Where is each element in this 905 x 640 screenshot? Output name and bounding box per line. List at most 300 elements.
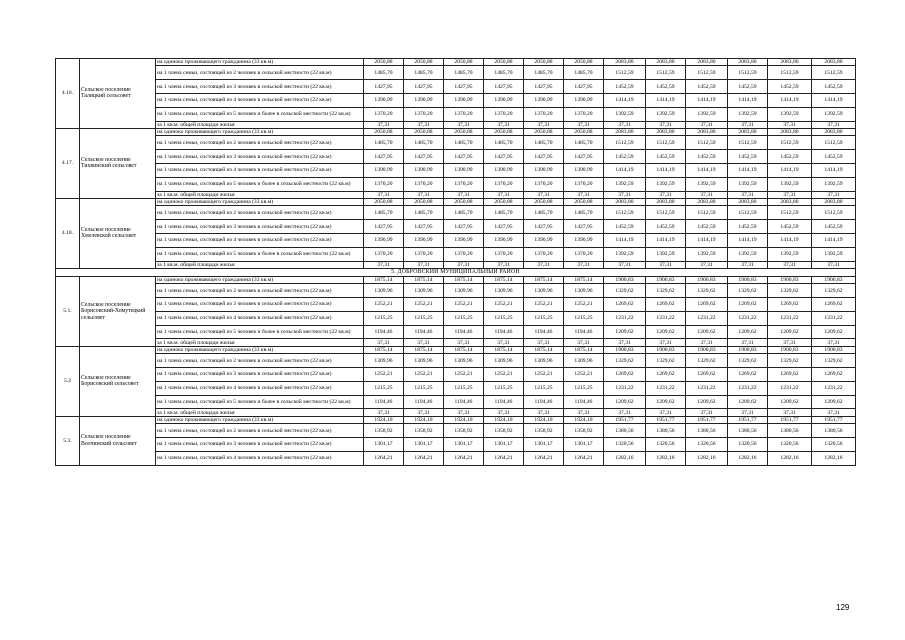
value-cell: 1215,25	[404, 311, 444, 325]
value-cell: 37,31	[564, 121, 604, 128]
value-cell: 1209,62	[728, 325, 768, 339]
value-cell: 1512,59	[604, 66, 646, 80]
value-cell: 1269,62	[686, 298, 728, 312]
value-cell: 2050,88	[484, 59, 524, 66]
value-cell: 1209,62	[686, 325, 728, 339]
value-cell: 1427,95	[404, 80, 444, 94]
value-cell: 1252,21	[564, 298, 604, 312]
value-cell: 1269,62	[604, 298, 646, 312]
value-cell: 1309,96	[484, 354, 524, 368]
value-cell: 1329,62	[768, 354, 812, 368]
value-cell: 1194,46	[404, 325, 444, 339]
value-cell: 37,31	[484, 409, 524, 416]
value-cell: 1209,62	[604, 395, 646, 409]
table-row	[56, 311, 856, 325]
value-cell: 37,31	[364, 261, 404, 268]
value-cell: 1370,20	[524, 247, 564, 261]
value-cell: 37,31	[646, 339, 686, 346]
tariff-table	[55, 58, 856, 466]
category-label: на одиноко проживающего гражданина (33 кв.м)	[156, 276, 364, 283]
value-cell: 1215,25	[404, 381, 444, 395]
value-cell: 1414,19	[646, 93, 686, 107]
value-cell: 1320,56	[686, 438, 728, 452]
value-cell: 37,31	[444, 409, 484, 416]
table-row	[56, 395, 856, 409]
value-cell: 1370,20	[484, 247, 524, 261]
category-label: на 1 члена семьи, состоящей из 2 человек в сельской местности (22 кв.м)	[156, 136, 364, 150]
value-cell: 1252,21	[484, 298, 524, 312]
value-cell: 2083,80	[728, 198, 768, 205]
value-cell: 1390,99	[524, 93, 564, 107]
value-cell: 1427,95	[364, 80, 404, 94]
table-row	[56, 93, 856, 107]
value-cell: 1485,70	[364, 66, 404, 80]
value-cell: 1209,62	[728, 395, 768, 409]
value-cell: 1924,10	[524, 416, 564, 423]
category-label: на одиноко проживающего гражданина (33 кв.м)	[156, 128, 364, 135]
value-cell: 1392,59	[768, 177, 812, 191]
value-cell: 1452,59	[686, 80, 728, 94]
value-cell: 1370,20	[524, 107, 564, 121]
value-cell: 1269,62	[646, 298, 686, 312]
value-cell: 1512,59	[768, 136, 812, 150]
value-cell: 1875,14	[444, 346, 484, 353]
category-label: на 1 члена семьи, состоящей из 2 человек в сельской местности (22 кв.м)	[156, 424, 364, 438]
value-cell: 1231,22	[728, 311, 768, 325]
value-cell: 2083,80	[728, 59, 768, 66]
value-cell: 1900,83	[604, 346, 646, 353]
table-row	[56, 136, 856, 150]
value-cell: 1392,59	[812, 177, 856, 191]
table-row	[56, 177, 856, 191]
value-cell: 1414,19	[812, 233, 856, 247]
value-cell: 1452,59	[728, 80, 768, 94]
value-cell: 1231,22	[646, 381, 686, 395]
value-cell: 37,31	[604, 339, 646, 346]
value-cell: 2050,88	[484, 198, 524, 205]
settlement-name: Сельское поселение Хмелевской сельсовет	[80, 198, 156, 268]
value-cell: 1209,62	[768, 395, 812, 409]
value-cell: 2050,88	[524, 128, 564, 135]
value-cell: 1309,96	[564, 284, 604, 298]
table-body	[56, 59, 856, 466]
value-cell: 1414,19	[768, 233, 812, 247]
value-cell: 1309,96	[404, 354, 444, 368]
value-cell: 1427,95	[564, 220, 604, 234]
value-cell: 1390,99	[484, 93, 524, 107]
category-label: на 1 члена семьи, состоящей из 2 человек в сельской местности (22 кв.м)	[156, 206, 364, 220]
value-cell: 1264,21	[404, 451, 444, 465]
value-cell: 1370,20	[404, 247, 444, 261]
category-label: на 1 члена семьи, состоящей из 4 человек в сельской местности (22 кв.м)	[156, 93, 364, 107]
value-cell: 1875,14	[444, 276, 484, 283]
value-cell: 1414,19	[604, 233, 646, 247]
value-cell: 1231,22	[646, 311, 686, 325]
value-cell: 1427,95	[484, 80, 524, 94]
value-cell: 37,31	[728, 409, 768, 416]
category-label: на 1 члена семьи, состоящей из 4 человек в сельской местности (22 кв.м)	[156, 451, 364, 465]
value-cell: 1370,20	[564, 247, 604, 261]
value-cell: 1452,59	[768, 150, 812, 164]
value-cell: 1194,46	[444, 395, 484, 409]
value-cell: 1875,14	[404, 346, 444, 353]
value-cell: 1231,22	[686, 381, 728, 395]
value-cell: 1427,95	[564, 80, 604, 94]
value-cell: 1392,59	[768, 107, 812, 121]
value-cell: 1924,10	[564, 416, 604, 423]
value-cell: 1414,19	[812, 93, 856, 107]
value-cell: 1370,20	[364, 177, 404, 191]
value-cell: 1875,14	[364, 276, 404, 283]
value-cell: 37,31	[604, 261, 646, 268]
table-row	[56, 298, 856, 312]
table-row	[56, 191, 856, 198]
value-cell: 1414,19	[768, 93, 812, 107]
value-cell: 1194,46	[364, 325, 404, 339]
value-cell: 1209,62	[812, 325, 856, 339]
value-cell: 1215,25	[484, 311, 524, 325]
value-cell: 1951,77	[728, 416, 768, 423]
category-label: на 1 члена семьи, состоящей из 4 человек в сельской местности (22 кв.м)	[156, 163, 364, 177]
category-label: за 1 кв.м. общей площади жилья	[156, 261, 364, 268]
value-cell: 1951,77	[686, 416, 728, 423]
category-label: на 1 члена семьи, состоящей из 2 человек в сельской местности (22 кв.м)	[156, 354, 364, 368]
category-label: на одиноко проживающего гражданина (33 кв.м)	[156, 346, 364, 353]
value-cell: 1392,59	[686, 247, 728, 261]
value-cell: 1392,59	[646, 107, 686, 121]
value-cell: 1320,56	[646, 438, 686, 452]
table-row	[56, 220, 856, 234]
category-label: за 1 кв.м. общей площади жилья	[156, 409, 364, 416]
value-cell: 1427,95	[364, 150, 404, 164]
value-cell: 1390,99	[564, 93, 604, 107]
category-label: на 1 члена семьи, состоящей из 3 человек в сельской местности (22 кв.м)	[156, 220, 364, 234]
value-cell: 2083,80	[686, 59, 728, 66]
table-row	[56, 346, 856, 353]
value-cell: 1309,96	[444, 284, 484, 298]
value-cell: 1951,77	[768, 416, 812, 423]
value-cell: 1329,62	[646, 354, 686, 368]
value-cell: 2050,88	[564, 59, 604, 66]
value-cell: 1390,99	[364, 163, 404, 177]
value-cell: 1875,14	[524, 346, 564, 353]
value-cell: 37,31	[728, 261, 768, 268]
value-cell: 1427,95	[524, 80, 564, 94]
value-cell: 1231,22	[604, 311, 646, 325]
value-cell: 1392,59	[728, 247, 768, 261]
value-cell: 2083,80	[812, 59, 856, 66]
category-label: на 1 члена семьи, состоящей из 3 человек в сельской местности (22 кв.м)	[156, 438, 364, 452]
table-row	[56, 206, 856, 220]
value-cell: 1370,20	[444, 247, 484, 261]
value-cell: 37,31	[484, 261, 524, 268]
value-cell: 1264,21	[364, 451, 404, 465]
value-cell: 1370,20	[404, 177, 444, 191]
value-cell: 37,31	[404, 409, 444, 416]
value-cell: 1900,83	[646, 346, 686, 353]
value-cell: 37,31	[604, 121, 646, 128]
value-cell: 1209,62	[768, 325, 812, 339]
value-cell: 1485,70	[404, 206, 444, 220]
table-row	[56, 424, 856, 438]
value-cell: 1320,56	[604, 438, 646, 452]
value-cell: 1414,19	[604, 163, 646, 177]
value-cell: 1329,62	[686, 354, 728, 368]
value-cell: 37,31	[646, 409, 686, 416]
table-row	[56, 128, 856, 135]
value-cell: 1512,59	[768, 206, 812, 220]
value-cell: 1512,59	[812, 136, 856, 150]
value-cell: 37,31	[812, 261, 856, 268]
value-cell: 1392,59	[604, 107, 646, 121]
value-cell: 37,31	[768, 121, 812, 128]
value-cell: 1301,17	[364, 438, 404, 452]
category-label: за 1 кв.м. общей площади жилья	[156, 121, 364, 128]
value-cell: 1452,59	[728, 150, 768, 164]
value-cell: 1452,59	[686, 220, 728, 234]
value-cell: 1427,95	[484, 220, 524, 234]
value-cell: 1252,21	[364, 298, 404, 312]
settlement-name: Сельское поселение Талицкий сельсовет	[80, 59, 156, 129]
value-cell: 1414,19	[728, 93, 768, 107]
value-cell: 2050,88	[524, 198, 564, 205]
settlement-code: 4.18.	[56, 198, 80, 268]
value-cell: 2083,80	[812, 128, 856, 135]
value-cell: 1390,99	[364, 93, 404, 107]
value-cell: 1875,14	[364, 346, 404, 353]
value-cell: 1512,59	[812, 206, 856, 220]
value-cell: 1252,21	[524, 298, 564, 312]
value-cell: 2083,80	[728, 128, 768, 135]
value-cell: 37,31	[404, 121, 444, 128]
value-cell: 1252,21	[444, 368, 484, 382]
value-cell: 1452,59	[604, 80, 646, 94]
value-cell: 1309,96	[404, 284, 444, 298]
settlement-name: Сельское поселение Борисовский-Хомутецкий сельсовет	[80, 276, 156, 346]
value-cell: 37,31	[404, 261, 444, 268]
value-cell: 37,31	[812, 409, 856, 416]
value-cell: 1329,62	[604, 354, 646, 368]
value-cell: 1370,20	[524, 177, 564, 191]
value-cell: 2050,88	[444, 128, 484, 135]
category-label: на 1 члена семьи, состоящей из 5 человек и более в сельской местности (22 кв.м)	[156, 107, 364, 121]
value-cell: 1390,99	[524, 233, 564, 247]
category-label: на 1 члена семьи, состоящей из 2 человек в сельской местности (22 кв.м)	[156, 66, 364, 80]
value-cell: 1231,22	[812, 381, 856, 395]
value-cell: 1875,14	[564, 276, 604, 283]
value-cell: 1392,59	[646, 177, 686, 191]
value-cell: 1485,70	[524, 66, 564, 80]
value-cell: 1485,70	[404, 136, 444, 150]
value-cell: 1231,22	[604, 381, 646, 395]
value-cell: 1452,59	[646, 220, 686, 234]
value-cell: 1875,14	[484, 346, 524, 353]
value-cell: 1231,22	[812, 311, 856, 325]
value-cell: 37,31	[364, 121, 404, 128]
value-cell: 1252,21	[524, 368, 564, 382]
value-cell: 1414,19	[646, 233, 686, 247]
value-cell: 1194,46	[484, 395, 524, 409]
value-cell: 1329,62	[728, 354, 768, 368]
value-cell: 1390,99	[524, 163, 564, 177]
value-cell: 37,31	[444, 339, 484, 346]
value-cell: 1264,21	[564, 451, 604, 465]
value-cell: 1924,10	[364, 416, 404, 423]
value-cell: 2050,88	[404, 128, 444, 135]
value-cell: 1485,70	[364, 206, 404, 220]
value-cell: 1875,14	[404, 276, 444, 283]
value-cell: 1390,99	[444, 233, 484, 247]
value-cell: 37,31	[686, 191, 728, 198]
value-cell: 2050,88	[364, 59, 404, 66]
value-cell: 1485,70	[484, 66, 524, 80]
value-cell: 1390,99	[564, 163, 604, 177]
table-row	[56, 416, 856, 423]
value-cell: 37,31	[646, 261, 686, 268]
value-cell: 1252,21	[404, 368, 444, 382]
value-cell: 1370,20	[444, 107, 484, 121]
category-label: на одиноко проживающего гражданина (33 кв.м)	[156, 59, 364, 66]
value-cell: 2083,80	[646, 128, 686, 135]
value-cell: 37,31	[646, 191, 686, 198]
value-cell: 2083,80	[686, 128, 728, 135]
category-label: на 1 члена семьи, состоящей из 3 человек в сельской местности (22 кв.м)	[156, 298, 364, 312]
value-cell: 1209,62	[686, 395, 728, 409]
value-cell: 1252,21	[404, 298, 444, 312]
value-cell: 37,31	[604, 409, 646, 416]
value-cell: 1215,25	[444, 311, 484, 325]
value-cell: 37,31	[444, 261, 484, 268]
value-cell: 1485,70	[444, 136, 484, 150]
value-cell: 37,31	[768, 409, 812, 416]
value-cell: 1301,17	[524, 438, 564, 452]
value-cell: 1194,46	[524, 395, 564, 409]
value-cell: 1358,92	[364, 424, 404, 438]
value-cell: 37,31	[564, 261, 604, 268]
value-cell: 1924,10	[404, 416, 444, 423]
value-cell: 1194,46	[524, 325, 564, 339]
value-cell: 1427,95	[444, 150, 484, 164]
table-row	[56, 325, 856, 339]
value-cell: 1951,77	[646, 416, 686, 423]
value-cell: 1427,95	[404, 220, 444, 234]
value-cell: 1875,14	[524, 276, 564, 283]
value-cell: 37,31	[524, 409, 564, 416]
value-cell: 37,31	[524, 121, 564, 128]
value-cell: 1358,92	[404, 424, 444, 438]
value-cell: 1900,83	[728, 276, 768, 283]
value-cell: 1512,59	[768, 66, 812, 80]
value-cell: 1282,16	[768, 451, 812, 465]
value-cell: 2050,88	[364, 128, 404, 135]
value-cell: 1194,46	[564, 395, 604, 409]
value-cell: 1370,20	[444, 177, 484, 191]
value-cell: 1951,77	[812, 416, 856, 423]
value-cell: 37,31	[564, 191, 604, 198]
value-cell: 1427,95	[524, 150, 564, 164]
value-cell: 1427,95	[564, 150, 604, 164]
table-row	[56, 261, 856, 268]
value-cell: 1414,19	[604, 93, 646, 107]
section-row	[56, 268, 856, 276]
value-cell: 37,31	[524, 191, 564, 198]
value-cell: 1875,14	[484, 276, 524, 283]
value-cell: 1380,56	[686, 424, 728, 438]
value-cell: 1301,17	[404, 438, 444, 452]
table-row	[56, 409, 856, 416]
table-row	[56, 59, 856, 66]
value-cell: 1900,83	[646, 276, 686, 283]
value-cell: 1215,25	[564, 381, 604, 395]
value-cell: 1900,83	[686, 346, 728, 353]
value-cell: 1370,20	[564, 107, 604, 121]
value-cell: 37,31	[364, 339, 404, 346]
value-cell: 1414,19	[686, 93, 728, 107]
value-cell: 1358,92	[484, 424, 524, 438]
value-cell: 37,31	[484, 339, 524, 346]
settlement-name: Сельское поселение Волчинский сельсовет	[80, 416, 156, 465]
settlement-code: 4.17.	[56, 128, 80, 198]
value-cell: 1194,46	[564, 325, 604, 339]
value-cell: 1414,19	[686, 233, 728, 247]
page-number: 129	[836, 603, 850, 612]
value-cell: 1452,59	[604, 150, 646, 164]
category-label: на одиноко проживающего гражданина (33 кв.м)	[156, 416, 364, 423]
table-row	[56, 339, 856, 346]
value-cell: 1309,96	[364, 354, 404, 368]
value-cell: 37,31	[404, 339, 444, 346]
value-cell: 1900,83	[686, 276, 728, 283]
value-cell: 37,31	[686, 121, 728, 128]
value-cell: 1512,59	[728, 66, 768, 80]
value-cell: 37,31	[768, 191, 812, 198]
value-cell: 1329,62	[646, 284, 686, 298]
value-cell: 1924,10	[444, 416, 484, 423]
value-cell: 37,31	[728, 191, 768, 198]
table-row	[56, 163, 856, 177]
value-cell: 2050,88	[404, 198, 444, 205]
value-cell: 1370,20	[364, 247, 404, 261]
value-cell: 1264,21	[484, 451, 524, 465]
value-cell: 1231,22	[768, 311, 812, 325]
value-cell: 1209,62	[646, 395, 686, 409]
value-cell: 1370,20	[484, 107, 524, 121]
settlement-code: 5.3.	[56, 416, 80, 465]
value-cell: 1252,21	[484, 368, 524, 382]
value-cell: 2050,88	[404, 59, 444, 66]
table-row	[56, 80, 856, 94]
value-cell: 1900,83	[768, 276, 812, 283]
value-cell: 1512,59	[728, 206, 768, 220]
value-cell: 2050,88	[364, 198, 404, 205]
value-cell: 1252,21	[364, 368, 404, 382]
table-row	[56, 451, 856, 465]
value-cell: 1194,46	[444, 325, 484, 339]
value-cell: 2083,80	[604, 198, 646, 205]
value-cell: 1215,25	[524, 381, 564, 395]
category-label: на одиноко проживающего гражданина (33 кв.м)	[156, 198, 364, 205]
value-cell: 1452,59	[812, 80, 856, 94]
value-cell: 1392,59	[686, 177, 728, 191]
value-cell: 1485,70	[524, 206, 564, 220]
value-cell: 2083,80	[604, 59, 646, 66]
value-cell: 2083,80	[646, 59, 686, 66]
value-cell: 1269,62	[768, 298, 812, 312]
value-cell: 37,31	[812, 121, 856, 128]
value-cell: 37,31	[768, 339, 812, 346]
value-cell: 1269,62	[646, 368, 686, 382]
value-cell: 1392,59	[686, 107, 728, 121]
